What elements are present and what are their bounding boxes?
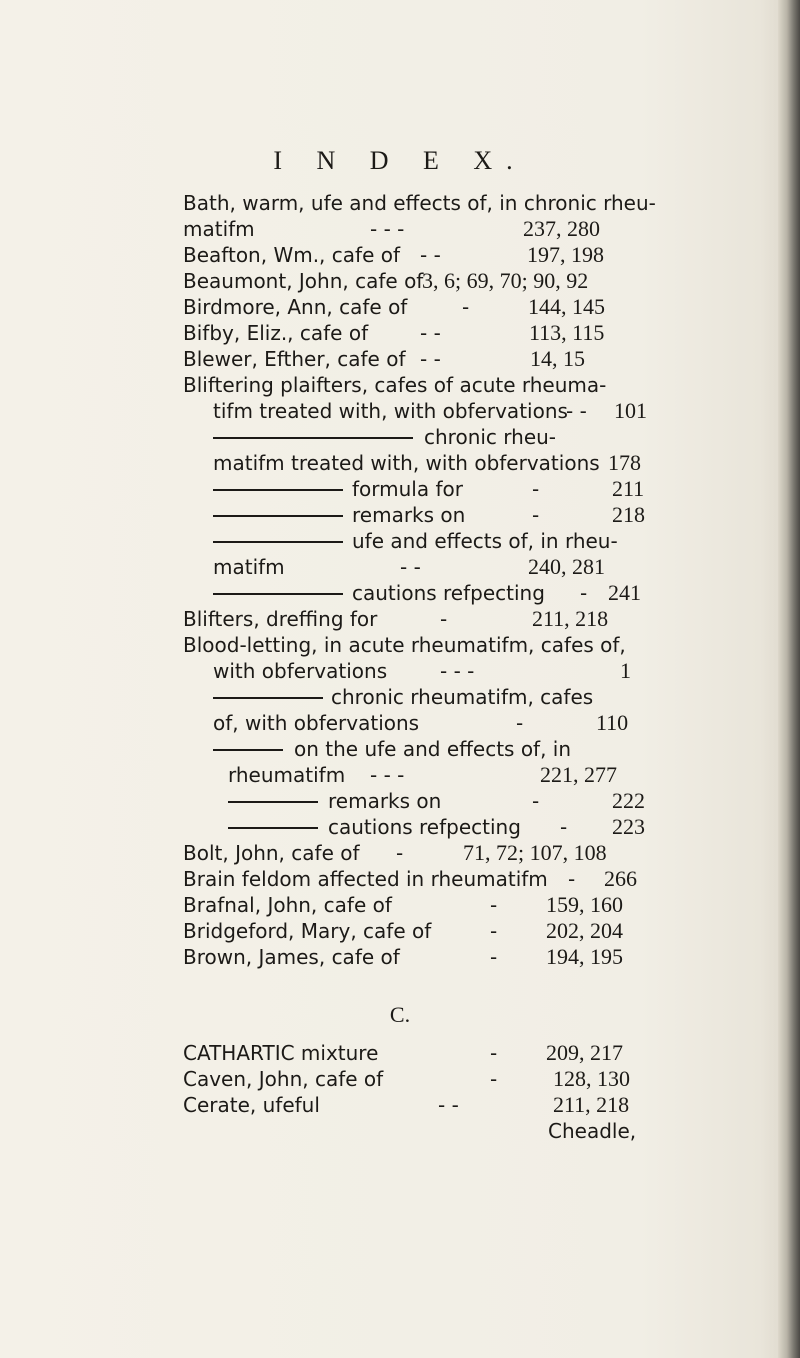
ditto-rule (213, 697, 323, 699)
leader-dashes: - (532, 477, 540, 501)
section-letter: C. (389, 1002, 411, 1027)
entry-line: Blood-letting, in acute rheumatifm, cafes of, (183, 633, 626, 657)
page-refs: 101 (614, 398, 647, 423)
leader-dashes: - - - (370, 763, 405, 787)
leader-dashes: - (516, 711, 524, 735)
page-refs: 202, 204 (546, 918, 623, 943)
leader-dashes: - (490, 893, 498, 917)
page-refs: 159, 160 (546, 892, 623, 917)
entry-line: CATHARTIC mixture (183, 1041, 379, 1065)
leader-dashes: - - - (440, 659, 475, 683)
leader-dashes: - (490, 919, 498, 943)
page-refs: 218 (612, 502, 645, 527)
entry-line: Beaumont, John, cafe of (183, 269, 424, 293)
page-refs: 194, 195 (546, 944, 623, 969)
entry-line: Bliftering plaifters, cafes of acute rheuma- (183, 373, 607, 397)
leader-dashes: - (462, 295, 470, 319)
page-refs: 3, 6; 69, 70; 90, 92 (422, 268, 589, 293)
entry-line: Brafnal, John, cafe of (183, 893, 392, 917)
page-refs: 14, 15 (530, 346, 585, 371)
leader-dashes: - (532, 503, 540, 527)
page-refs: 221, 277 (540, 762, 617, 787)
page-refs: 223 (612, 814, 645, 839)
ditto-rule (228, 827, 318, 829)
entry-line: matifm (213, 555, 285, 579)
page-refs: 211 (612, 476, 645, 501)
entry-line: ufe and effects of, in rheu- (352, 529, 618, 553)
page-refs: 110 (596, 710, 629, 735)
ditto-rule (213, 489, 343, 491)
page-refs: 237, 280 (523, 216, 600, 241)
page-refs: 1 (620, 658, 631, 683)
ditto-rule (213, 515, 343, 517)
entry-line: Brain feldom affected in rheumatifm (183, 867, 548, 891)
entry-line: chronic rheu- (424, 425, 557, 449)
entry-line: Bath, warm, ufe and effects of, in chronic rheu- (183, 191, 656, 215)
leader-dashes: - (580, 581, 588, 605)
leader-dashes: - - (420, 347, 441, 371)
page-refs: 71, 72; 107, 108 (463, 840, 607, 865)
entry-line: Blifters, dreffing for (183, 607, 378, 631)
ditto-rule (213, 749, 283, 751)
leader-dashes: - - (438, 1093, 459, 1117)
entry-line: Brown, James, cafe of (183, 945, 400, 969)
leader-dashes: - - - (370, 217, 405, 241)
ditto-rule (213, 593, 343, 595)
page-refs: 266 (604, 866, 637, 891)
entry-line: matifm treated with, with obfervations (213, 451, 600, 475)
leader-dashes: - - (420, 321, 441, 345)
entry-line: on the ufe and effects of, in (294, 737, 572, 761)
page-refs: 222 (612, 788, 645, 813)
page-refs: 240, 281 (528, 554, 605, 579)
leader-dashes: - (568, 867, 576, 891)
page-title: I N D E X. (273, 146, 527, 175)
page-refs: 211, 218 (553, 1092, 630, 1117)
entry-line: with obfervations (213, 659, 388, 683)
leader-dashes: - - (400, 555, 421, 579)
entry-line: cautions refpecting (328, 815, 521, 839)
entry-line: Cerate, ufeful (183, 1093, 320, 1117)
page-refs: 241 (608, 580, 641, 605)
entry-line: chronic rheumatifm, cafes (331, 685, 594, 709)
page-refs: 128, 130 (553, 1066, 630, 1091)
leader-dashes: - (396, 841, 404, 865)
entry-line: formula for (352, 477, 463, 501)
ditto-rule (213, 437, 413, 439)
entry-line: Birdmore, Ann, cafe of (183, 295, 408, 319)
entry-line: matifm (183, 217, 255, 241)
leader-dashes: - - (566, 399, 587, 423)
entry-line: remarks on (328, 789, 442, 813)
leader-dashes: - (440, 607, 448, 631)
catchword: Cheadle, (548, 1119, 637, 1143)
page-refs: 178 (608, 450, 641, 475)
entry-line: remarks on (352, 503, 466, 527)
entry-line: Blewer, Efther, cafe of (183, 347, 406, 371)
page-refs: 211, 218 (532, 606, 609, 631)
leader-dashes: - (490, 1067, 498, 1091)
ditto-rule (228, 801, 318, 803)
page-refs: 209, 217 (546, 1040, 623, 1065)
leader-dashes: - (490, 945, 498, 969)
ditto-rule (213, 541, 343, 543)
entry-line: Bridgeford, Mary, cafe of (183, 919, 432, 943)
leader-dashes: - (560, 815, 568, 839)
entry-line: Bifby, Eliz., cafe of (183, 321, 369, 345)
leader-dashes: - (532, 789, 540, 813)
entry-line: Bolt, John, cafe of (183, 841, 360, 865)
page-refs: 113, 115 (529, 320, 605, 345)
entry-line: tifm treated with, with obfervations (213, 399, 568, 423)
leader-dashes: - (490, 1041, 498, 1065)
page-refs: 197, 198 (527, 242, 604, 267)
entry-line: cautions refpecting (352, 581, 545, 605)
leader-dashes: - - (420, 243, 441, 267)
entry-line: Beafton, Wm., cafe of (183, 243, 401, 267)
page-refs: 144, 145 (528, 294, 605, 319)
entry-line: rheumatifm (228, 763, 346, 787)
entry-line: of, with obfervations (213, 711, 420, 735)
entry-line: Caven, John, cafe of (183, 1067, 384, 1091)
